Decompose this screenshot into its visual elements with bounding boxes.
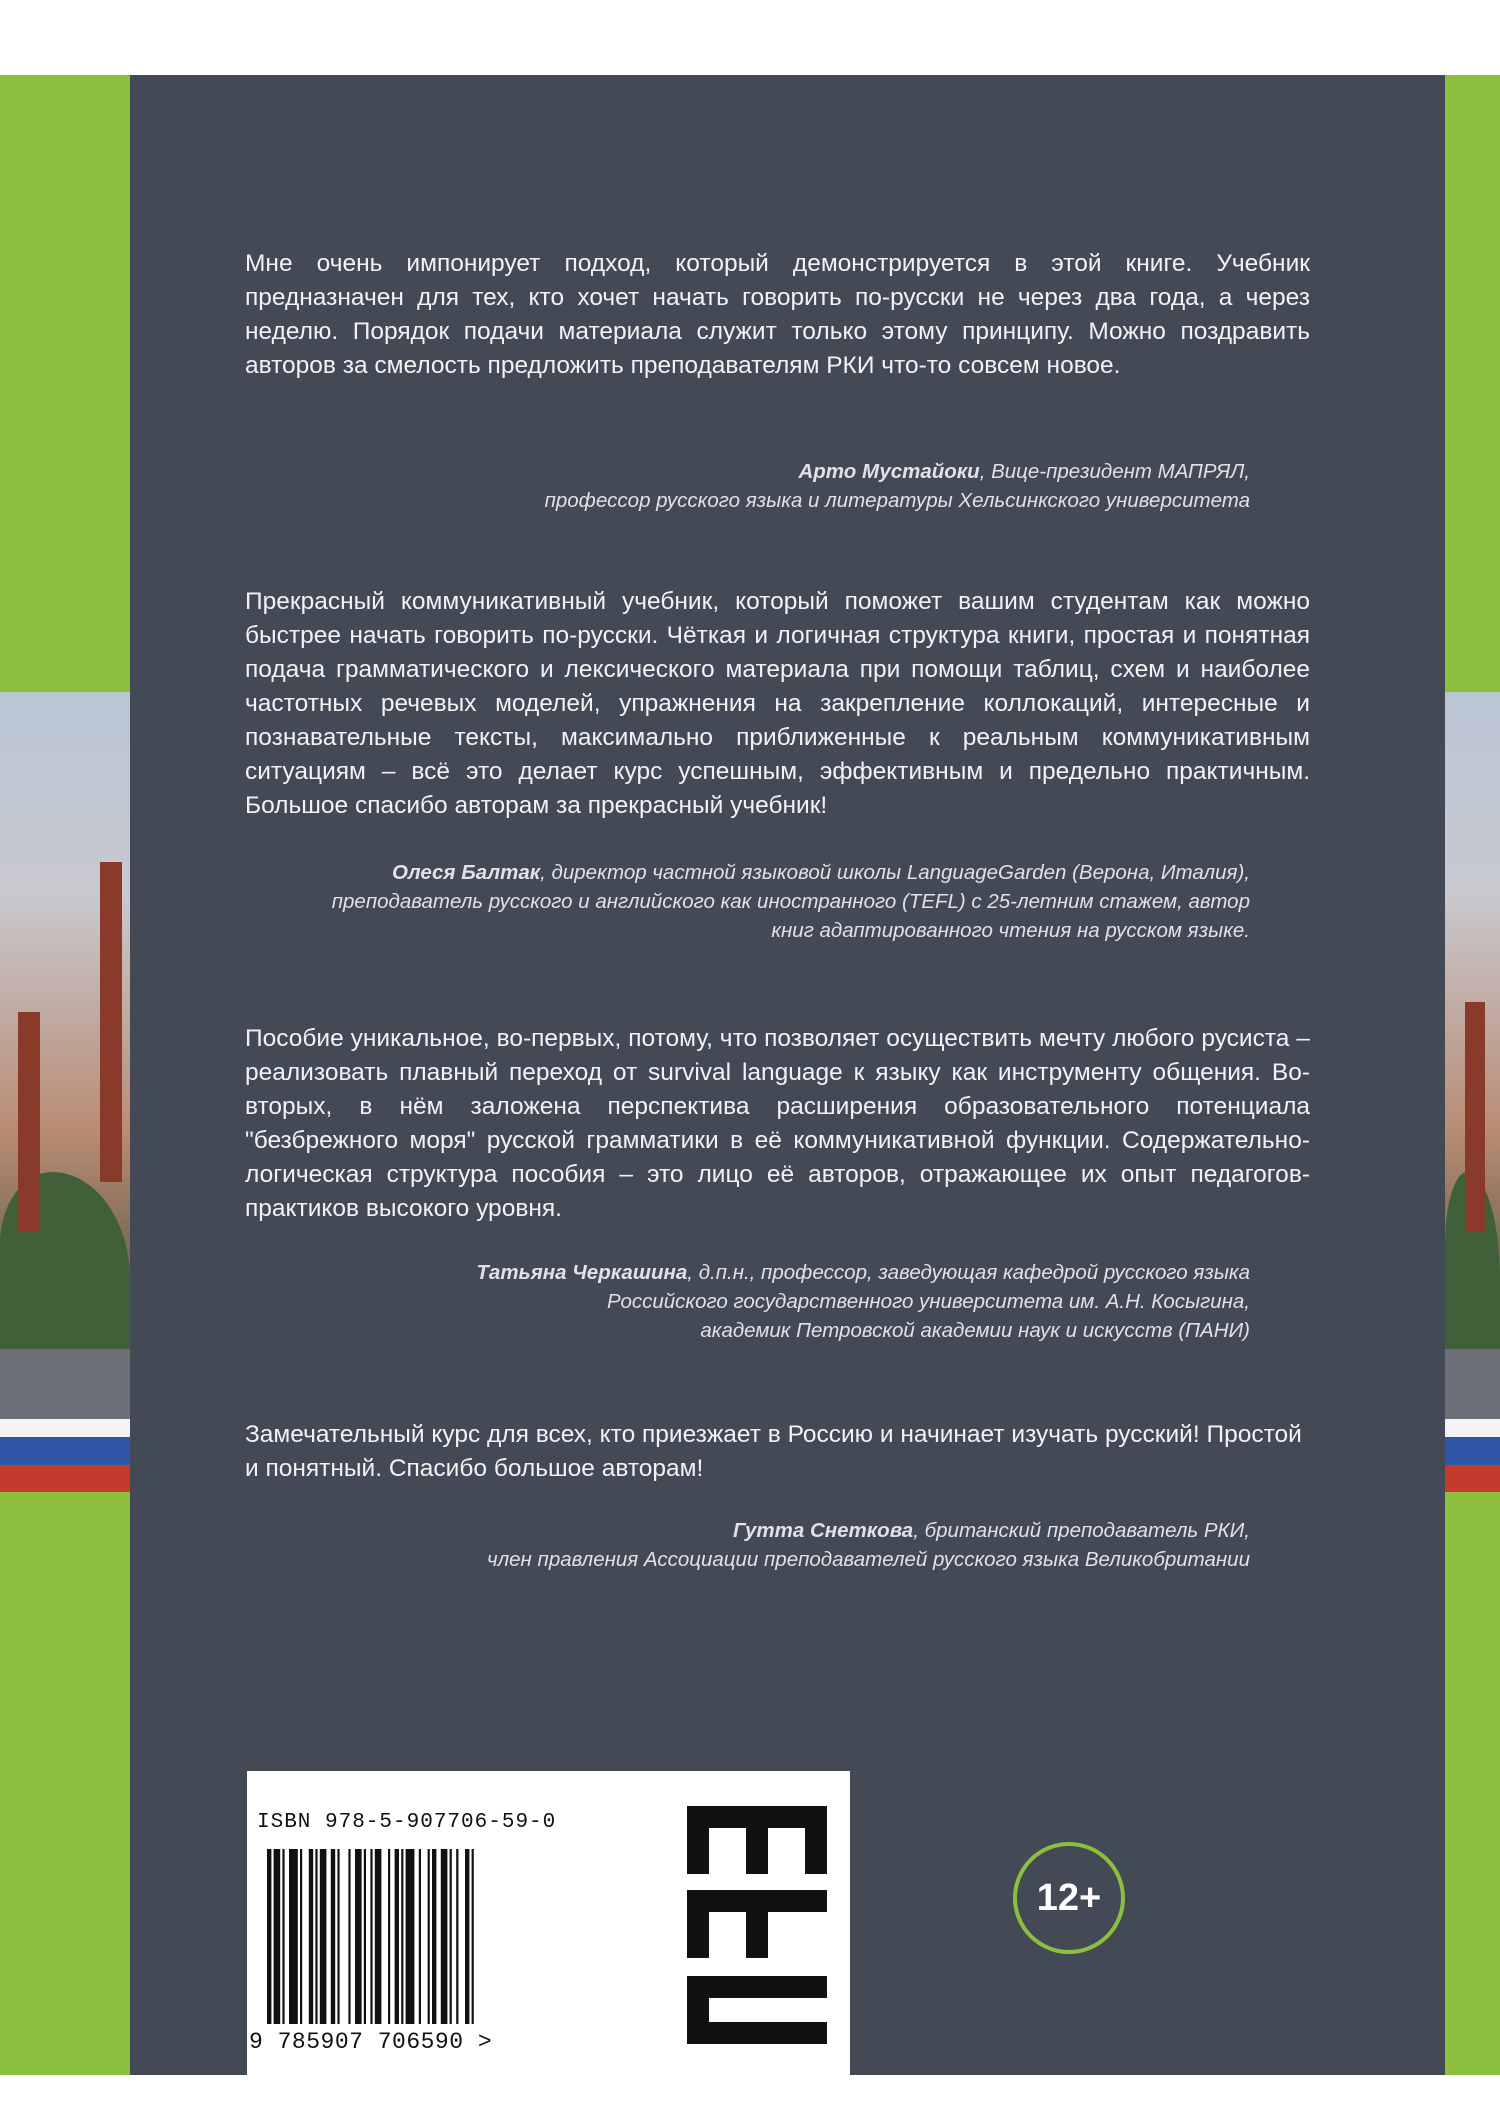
- author-role: , Вице-президент МАПРЯЛ,: [979, 460, 1250, 483]
- author-role: преподаватель русского и английского как иностранного (TEFL) с 25-летним стажем, автор: [331, 890, 1250, 913]
- attribution-line: [250, 1258, 1250, 1287]
- quote-text: Прекрасный коммуникативный учебник, который поможет вашим студентам как можно быстрее начать говорить по-русски. Чёткая и логичная структура книги, простая и понятная подача грамматического и лексического материала при помощи таблиц, схем и наиболее частотных речевых моделей, упражнения на закрепление коллокаций, интересные и познавательные тексты, максимально приближенные к реальным коммуникативным ситуациям – всё это делает курс успешным, эффективным и предельно практичным. Большое спасибо авторам за прекрасный учебник!: [245, 588, 1310, 819]
- quote-text: Замечательный курс для всех, кто приезжает в Россию и начинает изучать русский! Простой и понятный. Спасибо большое авторам!: [245, 1421, 1302, 1482]
- flag-blue-stripe: [0, 1437, 130, 1465]
- quote-attribution: [250, 1258, 1250, 1345]
- left-moscow-photo: [0, 692, 130, 1492]
- attribution-line: [250, 457, 1250, 486]
- eac-mark-icon: [687, 1806, 827, 2044]
- quote-text: Пособие уникальное, во-первых, потому, что позволяет осуществить мечту любого русиста – реализовать плавный переход от survival language к языку как инструменту общения. Во-вторых, в нём заложена перспектива расширения образовательного потенциала "безбрежного моря" русской грамматики в её коммуникативной функции. Содержательно-логическая структура пособия – это лицо её авторов, отражающее их опыт педагогов-практиков высокого уровня.: [245, 1025, 1310, 1222]
- author-role: профессор русского языка и литературы Хельсинкского университета: [544, 489, 1250, 512]
- author-name: Татьяна Черкашина: [476, 1261, 688, 1284]
- quote-attribution: [250, 457, 1250, 515]
- flag-white-stripe: [1445, 1419, 1500, 1437]
- author-role: , директор частной языковой школы LanguageGarden (Верона, Италия),: [540, 861, 1250, 884]
- author-role: книг адаптированного чтения на русском языке.: [771, 919, 1250, 942]
- flag-white-stripe: [0, 1419, 130, 1437]
- quote-attribution: [250, 858, 1250, 945]
- attribution-line: [250, 1516, 1250, 1545]
- right-moscow-photo: [1445, 692, 1500, 1492]
- author-name: Олеся Балтак: [391, 861, 541, 884]
- author-role: Российского государственного университета им. А.Н. Косыгина,: [607, 1290, 1250, 1313]
- attribution-line: [250, 858, 1250, 887]
- author-role: , британский преподаватель РКИ,: [913, 1519, 1250, 1542]
- author-role: член правления Ассоциации преподавателей русского языка Великобритании: [486, 1548, 1250, 1571]
- age-rating-badge: 12+: [1013, 1842, 1125, 1954]
- road-decoration: [0, 1349, 130, 1419]
- flag-red-stripe: [0, 1465, 130, 1492]
- barcode-icon: [267, 1849, 557, 2027]
- flag-blue-stripe: [1445, 1437, 1500, 1465]
- quote-text: Мне очень импонирует подход, который демонстрируется в этой книге. Учебник предназначен для тех, кто хочет начать говорить по-русски не через два года, а через неделю. Порядок подачи материала служит только этому принципу. Можно поздравить авторов за смелость предложить преподавателям РКИ что-то совсем новое.: [245, 250, 1310, 379]
- barcode-box: [247, 1771, 850, 2075]
- road-decoration: [1445, 1349, 1500, 1419]
- back-cover-panel: [130, 75, 1445, 2075]
- barcode-digits: 9 785907 706590 >: [249, 2029, 493, 2055]
- quote-attribution: [250, 1516, 1250, 1574]
- tower-decoration: [100, 862, 122, 1182]
- tower-decoration: [18, 1012, 40, 1232]
- tower-decoration: [1465, 1002, 1485, 1232]
- author-role: , д.п.н., профессор, заведующая кафедрой русского языка: [687, 1261, 1250, 1284]
- flag-red-stripe: [1445, 1465, 1500, 1492]
- author-name: Арто Мустайоки: [798, 460, 980, 483]
- author-name: Гутта Снеткова: [732, 1519, 914, 1542]
- isbn-text: ISBN 978-5-907706-59-0: [257, 1811, 557, 1834]
- author-role: академик Петровской академии наук и искусств (ПАНИ): [700, 1319, 1250, 1342]
